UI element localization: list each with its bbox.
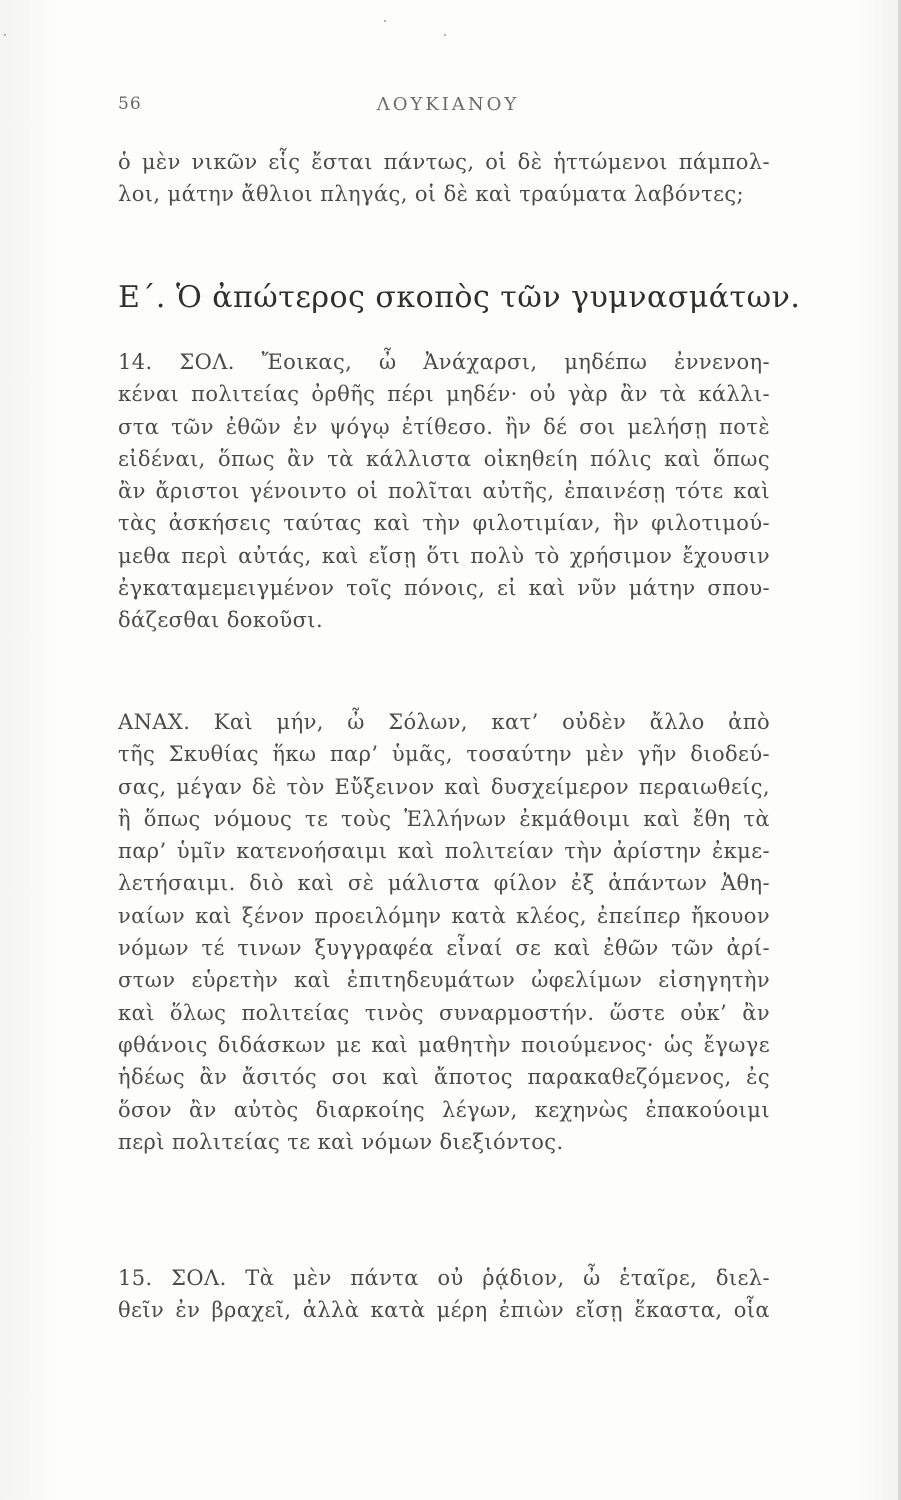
- text-line: παρ’ ὑμῖν κατενοήσαιμι καὶ πολιτείαν τὴν ἀρίστην ἐκμε-: [118, 839, 770, 864]
- paragraph-15: [118, 1262, 770, 1327]
- text-line: ΑΝΑΧ. Καὶ μήν, ὦ Σόλων, κατ’ οὐδὲν ἄλλο ἀπὸ: [118, 710, 770, 734]
- text-line: 14. ΣΟΛ. Ἔοικας, ὦ Ἀνάχαρσι, μηδέπω ἐννενοη-: [118, 350, 770, 374]
- scan-speck: [4, 34, 6, 36]
- text-line: νόμων τέ τινων ξυγγραφέα εἶναί σε καὶ ἐθῶν τῶν ἀρί-: [118, 936, 770, 961]
- running-title: ΛΟΥΚΙΑΝΟΥ: [376, 94, 520, 115]
- text-line: σας, μέγαν δὲ τὸν Εὔξεινον καὶ δυσχείμερον περαιωθείς,: [118, 774, 770, 799]
- scan-speck: [384, 20, 386, 22]
- text-line: ἂν ἄριστοι γένοιντο οἱ πολῖται αὐτῆς, ἐπαινέσῃ τότε καὶ: [118, 479, 770, 504]
- text-line: λετήσαιμι. διὸ καὶ σὲ μάλιστα φίλον ἐξ ἁπάντων Ἀθη-: [118, 871, 770, 896]
- text-line: ὁ μὲν νικῶν εἷς ἔσται πάντως, οἱ δὲ ἡττώμενοι πάμπολ-: [118, 150, 770, 174]
- paragraph-anacharsis: [118, 706, 770, 1158]
- text-line: στα τῶν ἐθῶν ἐν ψόγῳ ἐτίθεσο. ἢν δέ σοι μελήσῃ ποτὲ: [118, 414, 770, 439]
- text-line: κέναι πολιτείας ὀρθῆς πέρι μηδέν· οὐ γὰρ ἂν τὰ κάλλι-: [118, 382, 770, 407]
- text-line: περὶ πολιτείας τε καὶ νόμων διεξιόντος.: [118, 1129, 564, 1154]
- text-line: εἰδέναι, ὅπως ἂν τὰ κάλλιστα οἰκηθείη πόλις καὶ ὅπως: [118, 446, 770, 471]
- text-line: ναίων καὶ ξένον προειλόμην κατὰ κλέος, ἐπείπερ ἤκουον: [118, 903, 770, 928]
- text-line: ἡδέως ἂν ἄσιτός σοι καὶ ἄποτος παρακαθεζόμενος, ἐς: [118, 1065, 770, 1090]
- text-line: μεθα περὶ αὐτάς, καὶ εἴσῃ ὅτι πολὺ τὸ χρήσιμον ἔχουσιν: [118, 543, 770, 568]
- text-line: λοι, μάτην ἄθλιοι πληγάς, οἱ δὲ καὶ τραύματα λαβόντες;: [118, 182, 745, 207]
- opening-paragraph: [118, 146, 770, 211]
- text-line: καὶ ὅλως πολιτείας τινὸς συναρμοστήν. ὥστε οὐκ’ ἂν: [118, 1000, 770, 1025]
- text-line: τῆς Σκυθίας ἥκω παρ’ ὑμᾶς, τοσαύτην μὲν γῆν διοδεύ-: [118, 742, 770, 767]
- text-line: 15. ΣΟΛ. Τὰ μὲν πάντα οὐ ῥᾴδιον, ὦ ἑταῖρε, διελ-: [118, 1266, 770, 1290]
- text-line: δάζεσθαι δοκοῦσι.: [118, 608, 324, 633]
- paragraph-14: [118, 346, 770, 637]
- text-line: ὅσον ἂν αὐτὸς διαρκοίης λέγων, κεχηνὼς ἐπακούοιμι: [118, 1097, 770, 1122]
- text-line: ἢ ὅπως νόμους τε τοὺς Ἑλλήνων ἐκμάθοιμι καὶ ἔθη τὰ: [118, 806, 770, 831]
- section-heading: Ε΄. Ὁ ἀπώτερος σκοπὸς τῶν γυμνασμάτων.: [118, 280, 801, 315]
- text-line: τὰς ἀσκήσεις ταύτας καὶ τὴν φιλοτιμίαν, ἣν φιλοτιμού-: [118, 511, 770, 536]
- scan-speck: [444, 34, 446, 36]
- page-number: 56: [118, 94, 142, 114]
- text-line: ἐγκαταμεμειγμένον τοῖς πόνοις, εἰ καὶ νῦν μάτην σπου-: [118, 576, 770, 601]
- text-line: θεῖν ἐν βραχεῖ, ἀλλὰ κατὰ μέρη ἐπιὼν εἴσῃ ἕκαστα, οἷα: [118, 1298, 770, 1323]
- text-line: φθάνοις διδάσκων με καὶ μαθητὴν ποιούμενος· ὡς ἔγωγε: [118, 1032, 770, 1057]
- text-line: στων εὑρετὴν καὶ ἐπιτηδευμάτων ὠφελίμων εἰσηγητὴν: [118, 968, 770, 993]
- running-head: [118, 94, 778, 122]
